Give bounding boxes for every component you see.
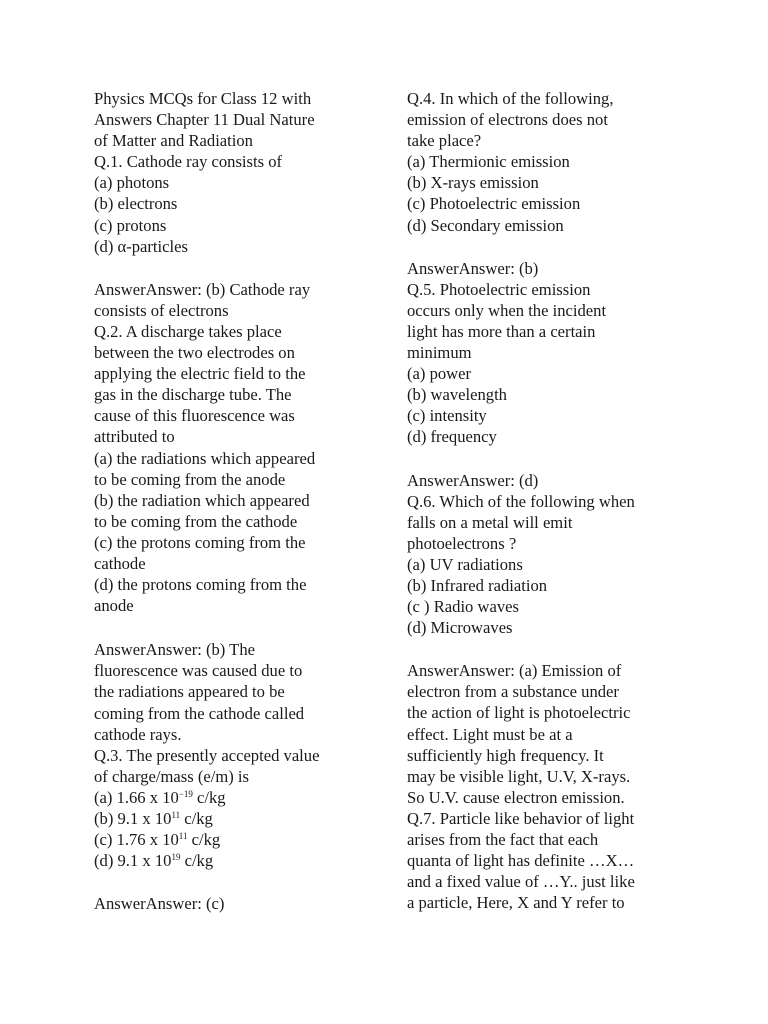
q1-option-b: (b) electrons [94, 194, 178, 214]
q3-option-d-unit: c/kg [180, 851, 214, 871]
q5-question: light has more than a certain [407, 321, 596, 341]
q2-answer: coming from the cathode called [94, 703, 305, 723]
q7-question: Q.7. Particle like behavior of light [407, 808, 635, 828]
q1-answer: consists of electrons [94, 300, 229, 320]
spacer [407, 638, 687, 660]
q6-answer: So U.V. cause electron emission. [407, 787, 625, 807]
q3-option-c [94, 829, 374, 850]
q3-option-d-base: (d) 9.1 x 10 [94, 851, 172, 871]
q7-question: quanta of light has definite …X… [407, 851, 635, 871]
q3-option-b-unit: c/kg [180, 809, 213, 828]
q3-answer: AnswerAnswer: (c) [94, 894, 225, 914]
q6-option-b: (b) Infrared radiation [407, 575, 548, 595]
q2-question: cause of this fluorescence was [94, 406, 295, 426]
q3-option-c-base: (c) 1.76 x 10 [94, 830, 179, 850]
q6-answer: may be visible light, U.V, X-rays. [407, 766, 631, 786]
q4-question: Q.4. In which of the following, [407, 89, 614, 108]
q2-option-b: to be coming from the cathode [94, 511, 298, 531]
q6-question: Q.6. Which of the following when [407, 491, 635, 511]
q2-answer: the radiations appeared to be [94, 682, 285, 702]
q6-answer: AnswerAnswer: (a) Emission of [407, 661, 622, 681]
q6-option-c: (c ) Radio waves [407, 597, 519, 617]
q2-question: Q.2. A discharge takes place [94, 321, 282, 341]
q3-option-a-exponent: −19 [178, 788, 193, 799]
q4-option-a: (a) Thermionic emission [407, 152, 570, 172]
q4-option-d: (d) Secondary emission [407, 215, 564, 235]
q4-option-c: (c) Photoelectric emission [407, 194, 581, 214]
q2-question: between the two electrodes on [94, 343, 295, 363]
q5-option-a: (a) power [407, 364, 472, 384]
q5-option-c: (c) intensity [407, 406, 487, 426]
spacer [407, 448, 687, 470]
q3-option-a [94, 787, 374, 808]
q7-question: a particle, Here, X and Y refer to [407, 893, 625, 913]
q5-question: Q.5. Photoelectric emission [407, 279, 591, 299]
q3-option-d-exponent: 19 [171, 852, 181, 863]
q1-option-c: (c) protons [94, 215, 167, 235]
q4-answer: AnswerAnswer: (b) [407, 258, 539, 278]
q7-question: arises from the fact that each [407, 830, 599, 849]
q3-option-b [94, 808, 374, 829]
spacer [407, 236, 687, 258]
q3-option-a-unit: c/kg [192, 787, 226, 807]
q3-option-c-exponent: 11 [178, 831, 188, 842]
q6-answer: sufficiently high frequency. It [407, 745, 604, 765]
spacer [94, 871, 374, 893]
q2-answer: AnswerAnswer: (b) The [94, 640, 255, 660]
q2-option-d: anode [94, 596, 134, 616]
q3-option-a-base: (a) 1.66 x 10 [94, 787, 179, 807]
q3-question: of charge/mass (e/m) is [94, 766, 249, 786]
q2-answer: fluorescence was caused due to [94, 661, 303, 681]
q2-option-c: (c) the protons coming from the [94, 532, 306, 552]
q4-question: take place? [407, 131, 482, 151]
q2-option-b: (b) the radiation which appeared [94, 490, 310, 510]
q3-option-c-unit: c/kg [187, 830, 221, 850]
document-title-line: Answers Chapter 11 Dual Nature [94, 110, 315, 130]
q2-option-a: (a) the radiations which appeared [94, 448, 316, 468]
q3-option-b-exponent: 11 [171, 810, 181, 820]
q5-option-d: (d) frequency [407, 427, 497, 447]
right-column [407, 88, 687, 913]
q2-question: attributed to [94, 427, 175, 447]
q6-option-a: (a) UV radiations [407, 554, 523, 574]
q2-question: gas in the discharge tube. The [94, 385, 292, 405]
q5-option-b: (b) wavelength [407, 385, 507, 405]
q3-question: Q.3. The presently accepted value [94, 745, 320, 765]
q4-option-b: (b) X-rays emission [407, 173, 539, 193]
q1-question: Q.1. Cathode ray consists of [94, 152, 283, 172]
document-title-line: of Matter and Radiation [94, 131, 253, 151]
spacer [94, 616, 374, 639]
q6-question: falls on a metal will emit [407, 512, 573, 532]
q1-answer: AnswerAnswer: (b) Cathode ray [94, 279, 311, 299]
q4-question: emission of electrons does not [407, 110, 608, 130]
spacer [94, 257, 374, 279]
q6-question: photoelectrons ? [407, 533, 517, 553]
q6-answer: electron from a substance under [407, 682, 619, 702]
q3-option-d [94, 850, 374, 871]
q2-option-a: to be coming from the anode [94, 469, 286, 489]
left-column [94, 88, 374, 914]
q5-question: minimum [407, 343, 472, 363]
q6-answer: effect. Light must be at a [407, 724, 573, 744]
q7-question: and a fixed value of …Y.. just like [407, 872, 635, 892]
q5-answer: AnswerAnswer: (d) [407, 470, 539, 490]
q6-answer: the action of light is photoelectric [407, 703, 631, 723]
q2-answer: cathode rays. [94, 724, 182, 744]
q6-option-d: (d) Microwaves [407, 618, 513, 638]
q5-question: occurs only when the incident [407, 300, 607, 320]
q1-option-a: (a) photons [94, 173, 170, 193]
q2-question: applying the electric field to the [94, 364, 306, 384]
q2-option-c: cathode [94, 553, 146, 573]
document-title-line: Physics MCQs for Class 12 with [94, 89, 312, 108]
q1-option-d: (d) α-particles [94, 236, 188, 256]
q3-option-b-base: (b) 9.1 x 10 [94, 809, 172, 828]
q2-option-d: (d) the protons coming from the [94, 575, 307, 595]
